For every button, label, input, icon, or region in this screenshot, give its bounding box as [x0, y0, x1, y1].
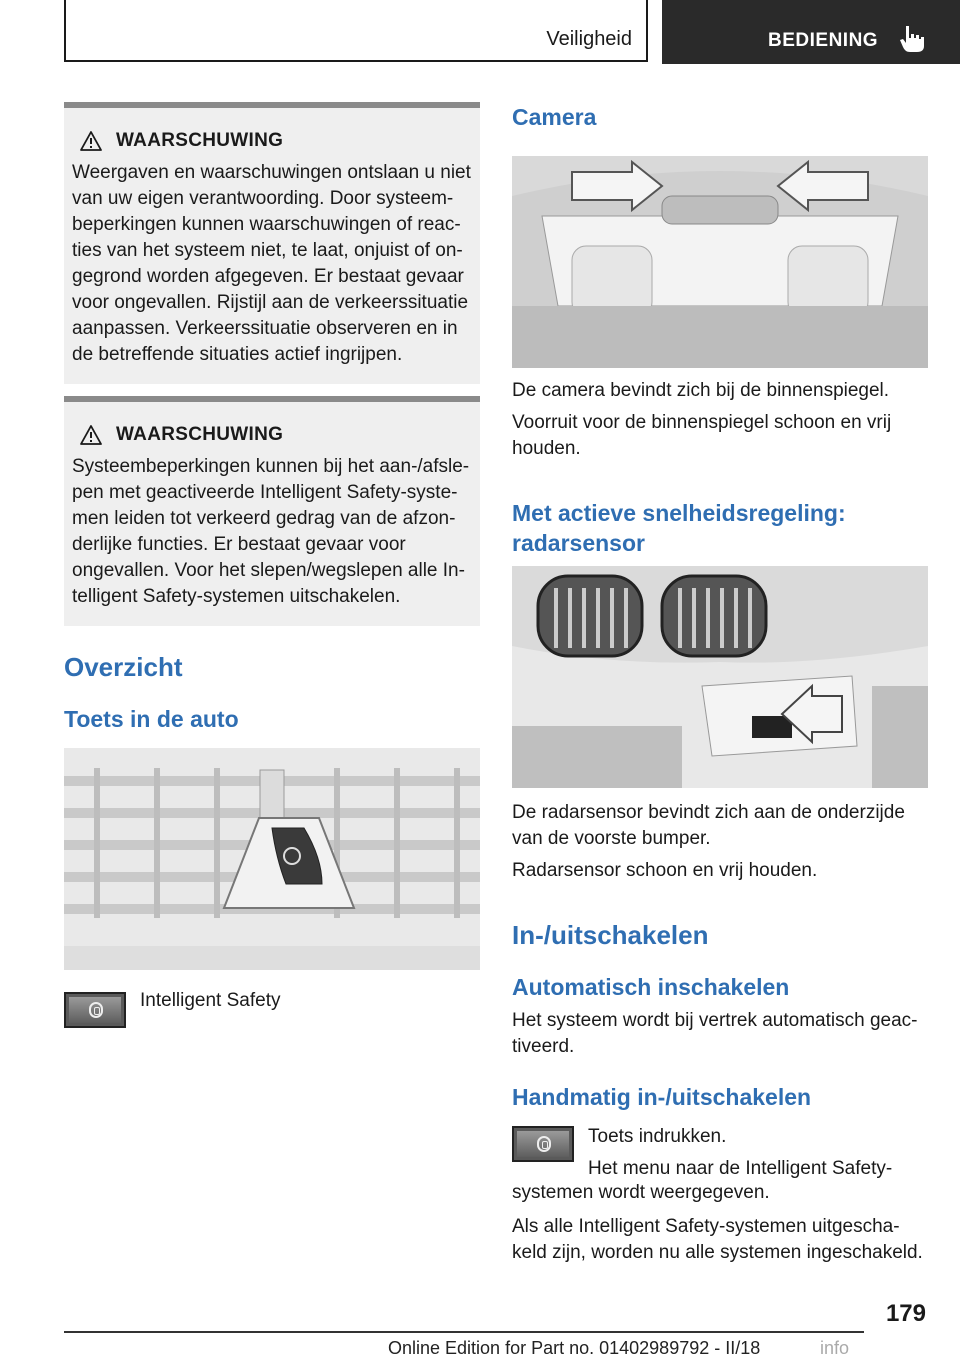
radar-text-1: De radarsensor bevindt zich aan de onderzijde van de voorste bumper.: [512, 802, 905, 849]
camera-text-2: Voorruit voor de binnenspiegel schoon en vrij houden.: [512, 412, 892, 459]
warning-text: Weergaven en waarschuwingen ontslaan u niet van uw eigen verantwoording. Door systeem-beperkingen kunnen waarschuwingen of reac-ties van het systeem niet, te laat, onjuist of on-gegrond worden afgegeven. Er bestaat gevaar voor ongevallen. Rijstijl aan de verkeerssituatie aanpassen. Verkeerssituatie observeren en in de betreffende situaties actief ingrijpen.: [72, 162, 471, 365]
warning-triangle-icon: [80, 131, 102, 151]
manual-step-2a: Het menu naar de Intelligent Safety-: [588, 1158, 893, 1179]
page-number: 179: [885, 1300, 926, 1327]
camera-heading: Camera: [512, 104, 597, 130]
warning-title: WAARSCHUWING: [116, 130, 284, 151]
manual-step-2b: systemen wordt weergegeven.: [512, 1182, 770, 1203]
camera-text-1: De camera bevindt zich bij de binnenspiegel.: [512, 380, 890, 401]
button-caption: Intelligent Safety: [140, 990, 281, 1011]
pointing-hand-icon: [898, 24, 926, 54]
radar-sensor-illustration: [512, 566, 928, 788]
warning-box-1: [64, 102, 480, 384]
auto-on-text: Het systeem wordt bij vertrek automatisch geac-tiveerd.: [512, 1010, 918, 1057]
manual-onoff-heading: Handmatig in-/uitschakelen: [512, 1084, 812, 1110]
footer-divider: [64, 1331, 864, 1333]
header-section-box: [64, 0, 648, 62]
chapter-label: BEDIENING: [768, 30, 879, 51]
auto-on-heading: Automatisch inschakelen: [512, 974, 790, 1000]
header-chapter-tab: [662, 0, 960, 64]
car-button-illustration: [64, 748, 480, 970]
radar-heading: Met actieve snelheidsregeling: radarsensor: [512, 500, 846, 556]
intelligent-safety-button-icon: [512, 1126, 574, 1162]
watermark: info: [820, 1338, 850, 1358]
page-header: [0, 0, 960, 66]
edition-text: Online Edition for Part no. 01402989792 - II/18: [388, 1338, 761, 1358]
camera-illustration: [512, 156, 928, 368]
header-section-title: Veiligheid: [546, 28, 632, 50]
radar-text-2: Radarsensor schoon en vrij houden.: [512, 860, 818, 881]
warning-text: Systeembeperkingen kunnen bij het aan-/afsle-pen met geactiveerde Intelligent Safety-syste-men leiden tot verkeerd gedrag van de afzon-derlijke functies. Er bestaat gevaar voor ongevallen. Voor het slepen/wegslepen alle In-telligent Safety-systemen uitschakelen.: [72, 456, 470, 607]
overview-heading: Overzicht: [64, 652, 183, 682]
manual-step-1: Toets indrukken.: [588, 1126, 727, 1147]
button-in-car-heading: Toets in de auto: [64, 706, 239, 732]
intelligent-safety-button-icon: [64, 992, 126, 1028]
onoff-heading: In-/uitschakelen: [512, 920, 709, 950]
warning-box-2: [64, 396, 480, 626]
manual-note: Als alle Intelligent Safety-systemen uitgescha-keld zijn, worden nu alle systemen ingeschakeld.: [512, 1216, 923, 1263]
warning-triangle-icon: [80, 425, 102, 445]
warning-title: WAARSCHUWING: [116, 424, 284, 445]
